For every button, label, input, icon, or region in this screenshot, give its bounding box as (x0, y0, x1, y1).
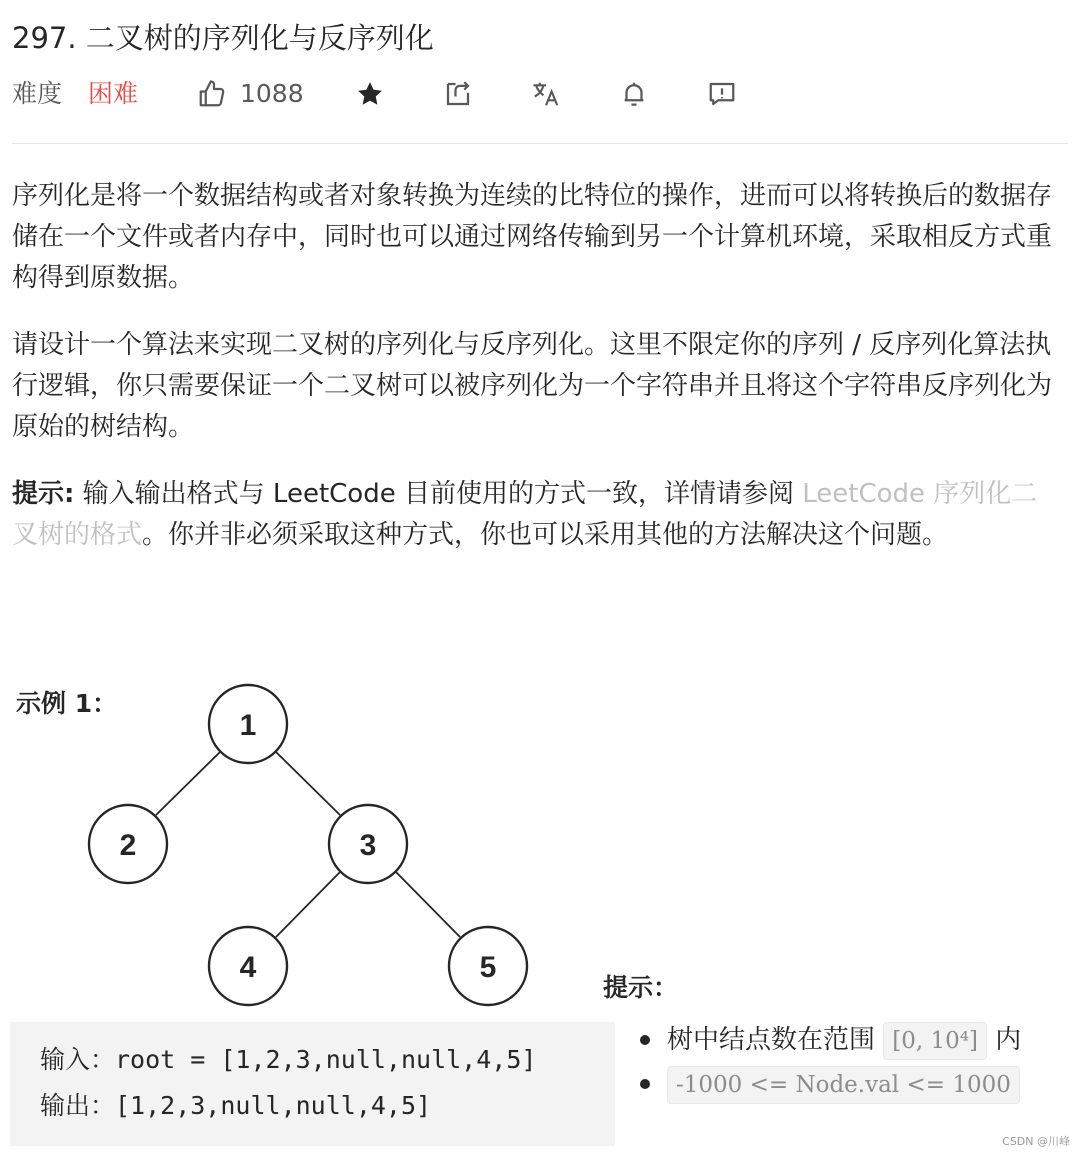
share-icon (443, 79, 473, 109)
like-count: 1088 (240, 79, 304, 108)
constraint-code: [0, 10⁴] (883, 1022, 987, 1060)
hint-text-tail: 。你并非必须采取这种方式，你也可以采用其他的方法解决这个问题。 (142, 520, 949, 550)
constraint-text: 树中结点数在范围 (667, 1025, 884, 1055)
example-output: 输出：[1,2,3,null,null,4,5] (40, 1091, 432, 1120)
bell-icon (619, 79, 649, 109)
star-icon (355, 79, 385, 109)
description-paragraph-2: 请设计一个算法来实现二叉树的序列化与反序列化。这里不限定你的序列 / 反序列化算法执行逻辑，你只需要保证一个二叉树可以被序列化为一个字符串并且将这个字符串反序列化为原始的树结构。 (12, 330, 1053, 442)
example-code-block (10, 1022, 615, 1146)
description-paragraph-3 (12, 474, 1052, 556)
hint-bold-label: 提示: (12, 479, 75, 509)
translate-icon (531, 79, 561, 109)
edge-1-2 (156, 752, 220, 815)
example-title: 示例 1： (16, 689, 118, 718)
edge-1-3 (276, 752, 340, 815)
tree-node-label-4: 4 (239, 951, 257, 984)
tree-node-label-3: 3 (359, 829, 377, 862)
favorite-button[interactable] (355, 79, 385, 121)
constraint-code: -1000 <= Node.val <= 1000 (667, 1066, 1020, 1104)
binary-tree-diagram (80, 675, 550, 1015)
thumb-up-icon (197, 79, 227, 109)
translate-button[interactable] (531, 79, 561, 121)
example-input: 输入：root = [1,2,3,null,null,4,5] (40, 1045, 537, 1074)
difficulty-label: 难度 (12, 79, 63, 108)
tree-node-label-1: 1 (239, 709, 257, 742)
divider (12, 143, 1068, 144)
difficulty-value: 困难 (88, 79, 139, 108)
bullet-icon (640, 1035, 650, 1045)
share-button[interactable] (443, 79, 473, 121)
serialization-format-link[interactable]: LeetCode 序列化二叉树的格式 (12, 479, 1038, 550)
tree-node-label-2: 2 (119, 829, 137, 862)
description-paragraph-1: 序列化是将一个数据结构或者对象转换为连续的比特位的操作，进而可以将转换后的数据存储在一个文件或者内存中，同时也可以通过网络传输到另一个计算机环境，采取相反方式重构得到原数据。 (12, 181, 1053, 293)
like-button[interactable] (197, 79, 227, 121)
edge-3-4 (276, 872, 340, 937)
tree-node-label-5: 5 (479, 951, 497, 984)
notify-button[interactable] (619, 79, 649, 121)
constraint-suffix: 内 (986, 1025, 1022, 1055)
feedback-icon (707, 79, 737, 109)
feedback-button[interactable] (707, 79, 737, 121)
edge-3-5 (396, 872, 460, 937)
hint-text: 输入输出格式与 LeetCode 目前使用的方式一致，详情请参阅 (74, 479, 803, 509)
problem-meta-bar (12, 74, 1072, 114)
watermark: CSDN @川峰 (1002, 1135, 1070, 1148)
problem-title: 297. 二叉树的序列化与反序列化 (12, 21, 434, 55)
bullet-icon (640, 1079, 650, 1089)
constraints-title: 提示： (603, 973, 679, 1002)
